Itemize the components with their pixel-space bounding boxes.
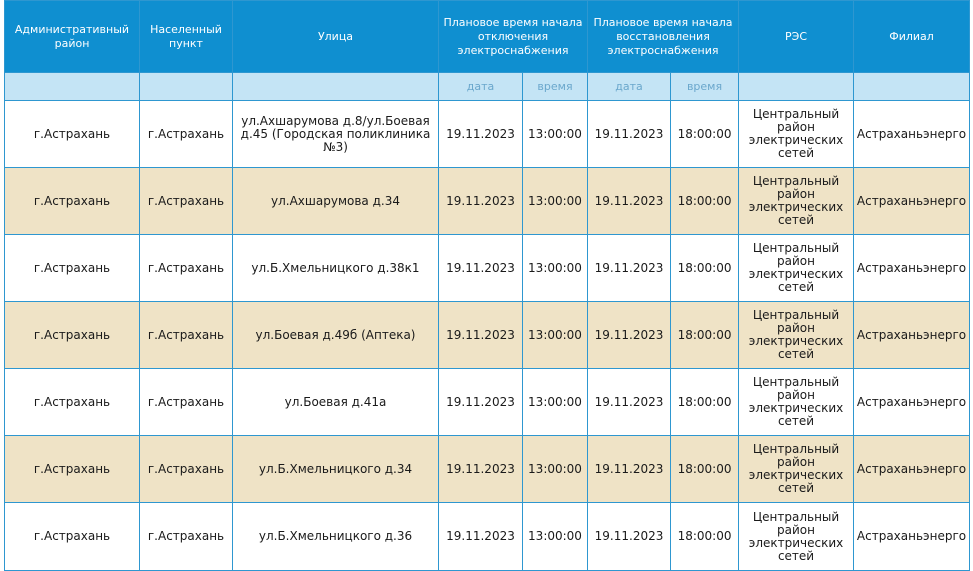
cell-district: г.Астрахань xyxy=(5,101,140,168)
table-row xyxy=(5,503,970,571)
cell-on-date: 19.11.2023 xyxy=(588,235,671,302)
table-row xyxy=(5,369,970,436)
cell-off-date: 19.11.2023 xyxy=(439,436,523,503)
subheader-empty xyxy=(854,73,970,101)
cell-on-time: 18:00:00 xyxy=(671,436,739,503)
subheader-off-date: дата xyxy=(439,73,523,101)
cell-on-date: 19.11.2023 xyxy=(588,101,671,168)
header-district: Административный район xyxy=(5,1,140,73)
header-res: РЭС xyxy=(739,1,854,73)
cell-street: ул.Ахшарумова д.8/ул.Боевая д.45 (Городская поликлиника №3) xyxy=(233,101,439,168)
cell-locality: г.Астрахань xyxy=(140,235,233,302)
cell-off-time: 13:00:00 xyxy=(523,101,588,168)
cell-off-date: 19.11.2023 xyxy=(439,101,523,168)
cell-street: ул.Ахшарумова д.34 xyxy=(233,168,439,235)
cell-district: г.Астрахань xyxy=(5,168,140,235)
cell-on-time: 18:00:00 xyxy=(671,503,739,571)
cell-res: Центральный район электрических сетей xyxy=(739,369,854,436)
subheader-on-time: время xyxy=(671,73,739,101)
cell-res: Центральный район электрических сетей xyxy=(739,235,854,302)
cell-off-time: 13:00:00 xyxy=(523,302,588,369)
cell-locality: г.Астрахань xyxy=(140,436,233,503)
cell-district: г.Астрахань xyxy=(5,503,140,571)
cell-branch: Астраханьэнерго xyxy=(854,436,970,503)
cell-branch: Астраханьэнерго xyxy=(854,503,970,571)
cell-district: г.Астрахань xyxy=(5,302,140,369)
cell-locality: г.Астрахань xyxy=(140,503,233,571)
cell-off-date: 19.11.2023 xyxy=(439,503,523,571)
cell-off-time: 13:00:00 xyxy=(523,503,588,571)
outage-schedule-table xyxy=(4,0,970,571)
header-branch: Филиал xyxy=(854,1,970,73)
cell-district: г.Астрахань xyxy=(5,369,140,436)
cell-branch: Астраханьэнерго xyxy=(854,101,970,168)
table-row xyxy=(5,302,970,369)
cell-on-date: 19.11.2023 xyxy=(588,503,671,571)
cell-off-date: 19.11.2023 xyxy=(439,235,523,302)
cell-res: Центральный район электрических сетей xyxy=(739,168,854,235)
subheader-row xyxy=(5,73,970,101)
cell-district: г.Астрахань xyxy=(5,436,140,503)
cell-res: Центральный район электрических сетей xyxy=(739,436,854,503)
cell-street: ул.Б.Хмельницкого д.38к1 xyxy=(233,235,439,302)
cell-street: ул.Боевая д.49б (Аптека) xyxy=(233,302,439,369)
cell-res: Центральный район электрических сетей xyxy=(739,503,854,571)
cell-off-time: 13:00:00 xyxy=(523,168,588,235)
cell-street: ул.Боевая д.41а xyxy=(233,369,439,436)
cell-branch: Астраханьэнерго xyxy=(854,168,970,235)
header-row xyxy=(5,1,970,73)
cell-on-time: 18:00:00 xyxy=(671,302,739,369)
table-row xyxy=(5,101,970,168)
cell-on-date: 19.11.2023 xyxy=(588,302,671,369)
cell-locality: г.Астрахань xyxy=(140,168,233,235)
header-off-time: Плановое время начала отключения электроснабжения xyxy=(439,1,588,73)
cell-off-date: 19.11.2023 xyxy=(439,369,523,436)
cell-district: г.Астрахань xyxy=(5,235,140,302)
cell-off-date: 19.11.2023 xyxy=(439,302,523,369)
cell-on-date: 19.11.2023 xyxy=(588,168,671,235)
cell-off-time: 13:00:00 xyxy=(523,235,588,302)
cell-locality: г.Астрахань xyxy=(140,302,233,369)
cell-locality: г.Астрахань xyxy=(140,369,233,436)
cell-street: ул.Б.Хмельницкого д.34 xyxy=(233,436,439,503)
cell-on-time: 18:00:00 xyxy=(671,369,739,436)
cell-res: Центральный район электрических сетей xyxy=(739,101,854,168)
cell-res: Центральный район электрических сетей xyxy=(739,302,854,369)
subheader-empty xyxy=(739,73,854,101)
cell-off-time: 13:00:00 xyxy=(523,369,588,436)
cell-on-date: 19.11.2023 xyxy=(588,436,671,503)
table-row xyxy=(5,168,970,235)
cell-off-time: 13:00:00 xyxy=(523,436,588,503)
subheader-empty xyxy=(233,73,439,101)
subheader-off-time: время xyxy=(523,73,588,101)
table-row xyxy=(5,436,970,503)
subheader-empty xyxy=(140,73,233,101)
cell-locality: г.Астрахань xyxy=(140,101,233,168)
header-locality: Населенный пункт xyxy=(140,1,233,73)
cell-off-date: 19.11.2023 xyxy=(439,168,523,235)
table-row xyxy=(5,235,970,302)
header-restore-time: Плановое время начала восстановления электроснабжения xyxy=(588,1,739,73)
cell-branch: Астраханьэнерго xyxy=(854,369,970,436)
subheader-empty xyxy=(5,73,140,101)
cell-branch: Астраханьэнерго xyxy=(854,302,970,369)
cell-branch: Астраханьэнерго xyxy=(854,235,970,302)
cell-on-date: 19.11.2023 xyxy=(588,369,671,436)
cell-street: ул.Б.Хмельницкого д.36 xyxy=(233,503,439,571)
cell-on-time: 18:00:00 xyxy=(671,235,739,302)
subheader-on-date: дата xyxy=(588,73,671,101)
header-street: Улица xyxy=(233,1,439,73)
cell-on-time: 18:00:00 xyxy=(671,168,739,235)
cell-on-time: 18:00:00 xyxy=(671,101,739,168)
